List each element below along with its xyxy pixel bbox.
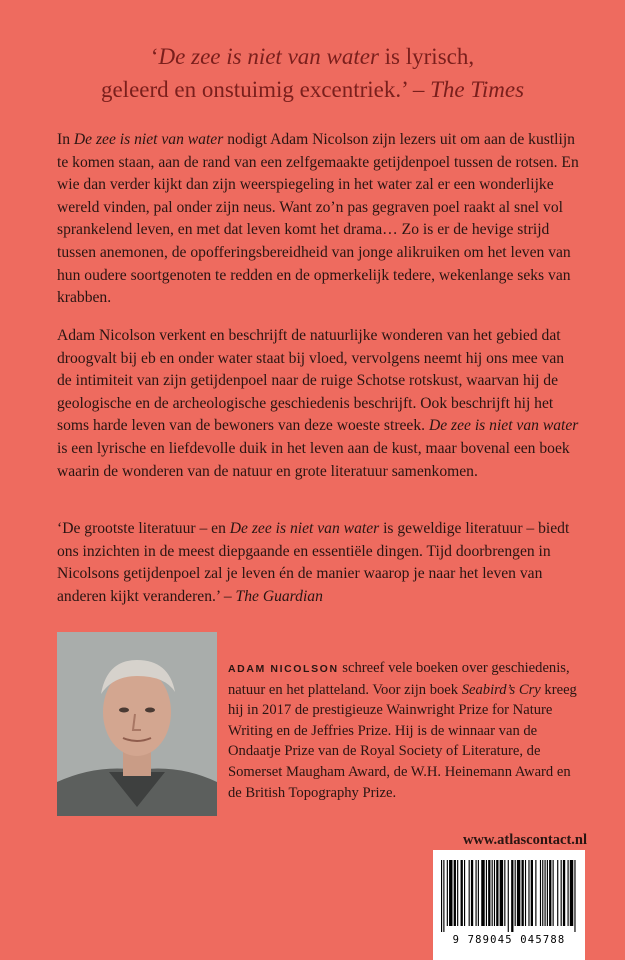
- p1-book-title: De zee is niet van water: [73, 131, 224, 148]
- barcode-bar: [570, 860, 573, 926]
- barcode-bar: [500, 860, 503, 926]
- bio-book-title: Seabird’s Cry: [461, 681, 541, 698]
- p3-body-2: is geweldige literatuur – biedt ons inzichten in de meest diepgaande en essentiële dingen. Tijd doorbrengen in Nicolsons getijdenpoel zal je leven én de manier waarop je naar het leven van anderen kijkt veranderen.’ –: [57, 520, 570, 605]
- p3-body-1: ‘De grootste literatuur – en: [57, 520, 230, 537]
- author-bio: [228, 658, 588, 803]
- blurb-paragraph-1: [57, 129, 582, 310]
- barcode-bar: [547, 860, 548, 926]
- barcode-bar: [517, 860, 520, 926]
- barcode-bar: [481, 860, 484, 926]
- barcode-bar: [508, 860, 509, 932]
- barcode-bars: [441, 860, 577, 932]
- barcode-bar: [549, 860, 551, 926]
- barcode-bar: [461, 860, 463, 926]
- barcode-bar: [522, 860, 524, 926]
- barcode-bar: [471, 860, 473, 926]
- barcode-bar: [568, 860, 569, 926]
- barcode-bar: [545, 860, 546, 926]
- barcode-bar: [525, 860, 526, 926]
- author-name: ADAM NICOLSON: [228, 663, 339, 675]
- barcode-bar: [528, 860, 529, 926]
- author-photo: [57, 632, 217, 816]
- p2-book-title: De zee is niet van water: [428, 417, 579, 435]
- barcode-bar: [486, 860, 487, 926]
- bio-body-2: kreeg hij in 2017 de prestigieuze Wainwright Prize for Nature Writing en de Jeffries Prize. Hij is de winnaar van de Ondaatje Prize van de Royal Society of Literature, de Somerset Maugham Award, de W.H. Heinemann Award en de British Topography Prize.: [228, 681, 577, 801]
- quote-line1-rest: is lyrisch,: [378, 44, 475, 69]
- barcode-bar: [557, 860, 558, 926]
- author-portrait-illustration: [57, 632, 217, 816]
- p2-body-1: Adam Nicolson verkent en beschrijft de natuurlijke wonderen van het gebied dat droogvalt bij eb en onder water staat bij vloed, vervolgens neemt hij ons mee van de intimiteit van zijn getijdenpoel naar de ruige Schotse rotskust, waarvan hij de geologische en de archeologische geschiedenis beschrijft. Ook beschrijft hij het soms harde leven van de bewoners van deze woeste streek.: [57, 327, 565, 435]
- quote-book-title: De zee is niet van water: [158, 44, 379, 69]
- barcode-bar: [454, 860, 456, 926]
- p1-body: nodigt Adam Nicolson zijn lezers uit om aan de kustlijn te komen staan, aan de rand van een zelfgemaakte getijdenpoel tussen de rotsen. En wie dan verder kijkt dan zijn weerspiegeling in het water zal er een wonderlijke wereld vinden, pal onder zijn neus. Want zo’n pas gegraven poel raakt al snel vol sprankelend leven, en met dat leven komt het drama… Zo is er de hevige strijd tussen anemonen, de opofferingsbereidheid van jonge alikruiken om het leven van hun oudere soortgenoten te redden en de opmerkelijk tedere, wekenlange seks van krabben.: [57, 131, 579, 307]
- p1-lead: In: [57, 131, 74, 148]
- review-quote-times: [40, 40, 585, 106]
- quote-open-mark: ‘: [150, 44, 159, 69]
- quote-source: The Times: [430, 77, 525, 102]
- review-quote-guardian: [57, 518, 582, 608]
- barcode-bar: [542, 860, 543, 926]
- blurb-paragraph-2: [57, 325, 582, 483]
- barcode-bar: [511, 860, 513, 932]
- barcode-bar: [488, 860, 490, 926]
- barcode-bar: [443, 860, 444, 932]
- isbn-number: 9 789045 045788: [452, 934, 566, 946]
- barcode-bar: [540, 860, 541, 926]
- p3-source: The Guardian: [235, 587, 323, 605]
- barcode-bar: [515, 860, 516, 926]
- barcode-bar: [469, 860, 470, 926]
- barcode-bar: [504, 860, 505, 926]
- p3-book-title: De zee is niet van water: [229, 520, 380, 537]
- barcode-bar: [531, 860, 533, 926]
- barcode-bar: [553, 860, 554, 926]
- barcode-bar: [441, 860, 442, 932]
- barcode-bar: [563, 860, 565, 926]
- p2-body-2: is een lyrische en liefdevolle duik in het leven aan de kust, maar bovenal een boek waarin de wonderen van de natuur en grote literatuur samenkomen.: [57, 439, 570, 480]
- isbn-barcode: [433, 850, 585, 960]
- barcode-bar: [492, 860, 493, 926]
- quote-line2: geleerd en onstuimig excentriek.’ –: [100, 77, 431, 102]
- barcode-bar: [478, 860, 479, 926]
- barcode-bar: [494, 860, 495, 926]
- barcode-bar: [496, 860, 498, 926]
- barcode-bar: [464, 860, 465, 926]
- barcode-bar: [457, 860, 458, 926]
- barcode-bar: [574, 860, 575, 932]
- barcode-bar: [449, 860, 452, 926]
- barcode-bar: [476, 860, 477, 926]
- publisher-website: www.atlascontact.nl: [462, 832, 587, 848]
- barcode-bar: [447, 860, 448, 926]
- bio-body-1: schreef vele boeken over geschiedenis, natuur en het platteland. Voor zijn boek: [228, 660, 570, 698]
- barcode-bar: [535, 860, 536, 926]
- barcode-bar: [561, 860, 562, 926]
